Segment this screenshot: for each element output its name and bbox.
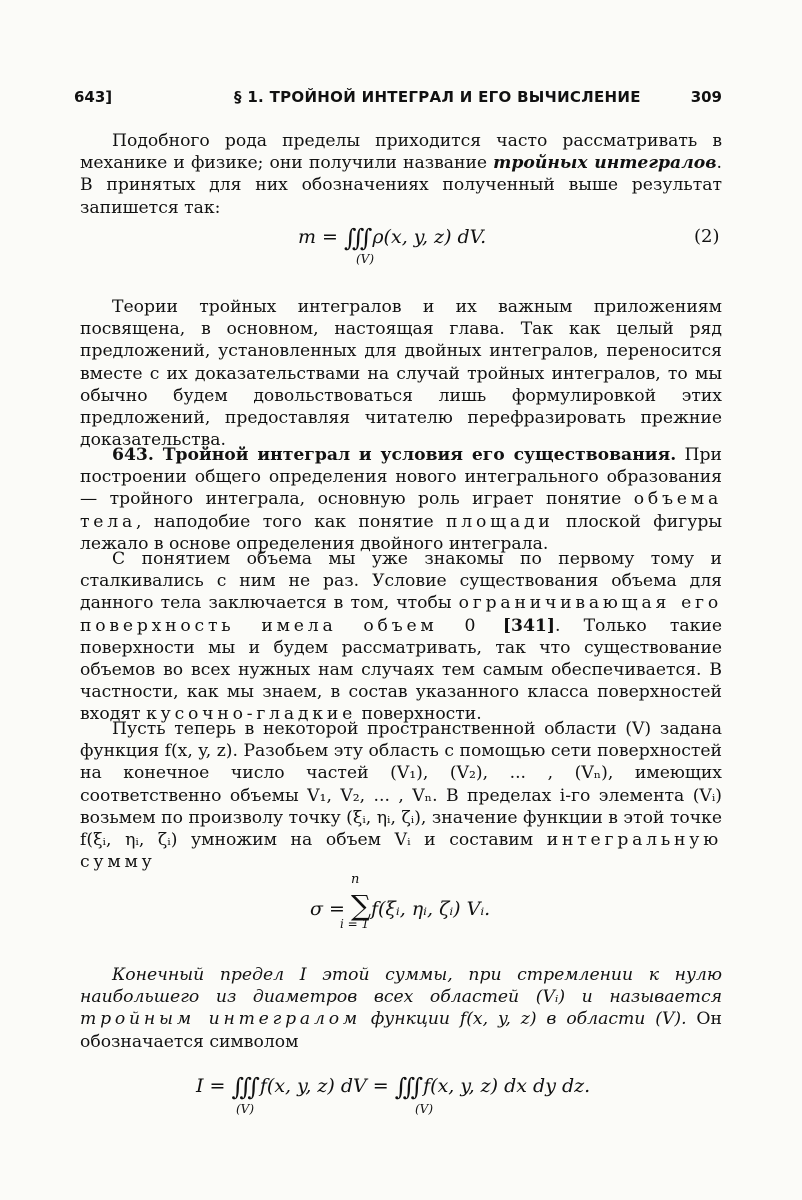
triple-integral-sign: ∭ [344, 224, 373, 252]
header-page-number: 309 [690, 88, 722, 106]
section-spaced-2: площади [446, 511, 554, 532]
header-section-number: 643] [74, 88, 113, 106]
section-heading: 643. Тройной интеграл и условия его существования. [112, 445, 677, 465]
section-text-1: При построении общего определения нового интегрального образования — тройного интеграла, основную роль играет понятие [80, 445, 722, 510]
volume-text-3: поверхности. [356, 704, 482, 725]
section-spaced-1: объема тела [80, 489, 722, 532]
page-header [74, 88, 722, 112]
volume-spaced-2: кусочно-гладкие [146, 704, 357, 725]
eq2-number: (2) [694, 226, 720, 247]
triple-def-text-1: Конечный предел I этой суммы, при стремлении к нулю наибольшего из диаметров всех областей (Vᵢ) и называется [80, 965, 722, 1008]
paragraph-triple-integral-def [80, 964, 722, 1053]
triple-def-spaced: тройным интегралом [80, 1009, 361, 1030]
intro-text-2: . В принятых для них обозначениях полученный выше результат запишется так: [80, 153, 722, 218]
paragraph-section-643 [80, 444, 722, 555]
intro-emphasis: тройных интегралов [493, 153, 717, 174]
volume-text-2: . Только такие поверхности мы и будем рассматривать, так что существование объемов во всех нужных нам случаях тем самым обеспечивается. В частности, как мы знаем, в состав указанного класса поверхностей входят [80, 615, 722, 725]
final-lhs: I = [196, 1075, 232, 1097]
final-part-1: f(x, y, z) dV = [259, 1075, 395, 1097]
triple-def-text-2: функции f(x, y, z) в области (V). [360, 1009, 687, 1030]
overview-text: Теории тройных интегралов и их важным приложениям посвящена, в основном, настоящая глава. Так как целый ряд предложений, установленных для двойных интегралов, переносится вместе с их доказательствами на случай тройных интегралов, то мы обычно будем довольствоваться лишь формулировкой этих предложений, предоставляя читателю перефразировать прежние доказательства. [80, 297, 722, 451]
eq2-domain: (V) [356, 252, 375, 266]
final-part-2: f(x, y, z) dx dy dz. [423, 1075, 591, 1097]
section-text-2: , наподобие того как понятие [136, 511, 447, 532]
definition-text: Пусть теперь в некоторой пространственной области (V) задана функция f(x, y, z). Разобьем эту область с помощью сети поверхностей на конечное число частей (V₁), (V₂), ... , (Vₙ), имеющих соответственно объемы V₁, V₂, ... , Vₙ. В пределах i-го элемента (Vᵢ) возьмем по произволу точку (ξᵢ, ηᵢ, ζᵢ), значение функции в этой точке f(ξᵢ, ηᵢ, ζᵢ) умножим на объем Vᵢ и составим [80, 719, 722, 851]
equation-final [196, 1073, 590, 1101]
header-running-title: § 1. ТРОЙНОЙ ИНТЕГРАЛ И ЕГО ВЫЧИСЛЕНИЕ [234, 88, 641, 106]
intro-text-1: Подобного рода пределы приходится часто рассматривать в механике и физике; они получили название [80, 131, 722, 174]
final-domain-1: (V) [236, 1102, 255, 1116]
triple-def-text-3: Он обозначается символом [80, 1009, 722, 1052]
sigma-sign: ∑ [350, 889, 371, 922]
eq2-integrand: ρ(x, y, z) dV. [372, 226, 487, 248]
sum-lhs: σ = [310, 898, 351, 920]
eq2-lhs: m = [298, 226, 345, 248]
volume-spaced-1: ограничивающая его поверхность имела объем 0 [80, 593, 722, 636]
paragraph-definition [80, 718, 722, 873]
paragraph-chapter-overview [80, 296, 722, 451]
sum-summand: f(ξᵢ, ηᵢ, ζᵢ) Vᵢ. [370, 898, 491, 920]
section-text-3: плоской фигуры лежало в основе определения двойного интеграла. [80, 511, 722, 554]
volume-reference: [341] [479, 615, 556, 636]
paragraph-intro [80, 130, 722, 219]
equation-2 [298, 224, 486, 252]
paragraph-volume [80, 548, 722, 726]
equation-sum [310, 889, 490, 922]
volume-text-1: С понятием объема мы уже знакомы по первому тому и сталкивались с ним не раз. Условие существования объема для данного тела заключается в том, чтобы [80, 549, 722, 614]
sum-lower-limit: i = 1 [340, 917, 370, 931]
definition-spaced: интегральную сумму [80, 830, 722, 873]
final-domain-2: (V) [415, 1102, 434, 1116]
sum-upper-limit: n [351, 872, 360, 887]
triple-integral-sign-2: ∭ [394, 1073, 424, 1101]
triple-integral-sign-1: ∭ [231, 1073, 260, 1101]
